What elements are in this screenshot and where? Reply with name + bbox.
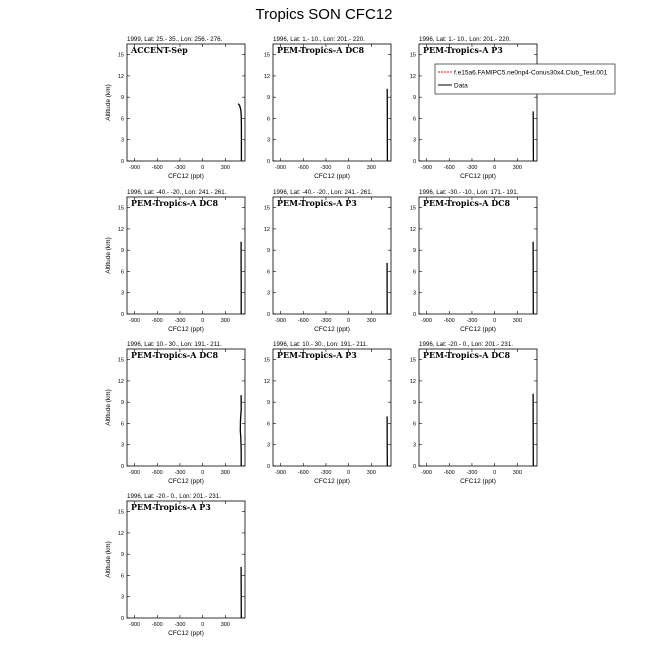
panel-5-xtick-label: 0 (347, 318, 351, 324)
panel-2-header: 1996, Lat: 1.- 10., Lon: 201.- 220. (273, 36, 365, 43)
panel-2-xtick-label: 0 (347, 165, 351, 171)
panel-3-xtick-label: -900 (421, 165, 433, 171)
panel-10-ytick-label: 9 (120, 552, 124, 559)
panel-8-header: 1996, Lat: 10.- 30., Lon: 191.- 211. (273, 341, 368, 348)
panel-10-xtick-label: 300 (220, 622, 230, 628)
panel-8-campaign-label: PEM-Tropics-A P3 (277, 350, 357, 360)
panel-8-ytick-label: 9 (266, 400, 270, 407)
page-title: Tropics SON CFC12 (255, 6, 393, 23)
legend-box (435, 64, 615, 94)
panel-1-header: 1999, Lat: 25.- 35., Lon: 256.- 276. (127, 36, 223, 43)
legend-label-2: Data (454, 82, 468, 90)
panel-4-xtick-label: -900 (129, 318, 141, 324)
panel-6-header: 1996, Lat: -30.- -10., Lon: 171.- 191. (419, 189, 519, 196)
panel-3-ytick-label: 9 (412, 95, 416, 102)
panel-7-frame (127, 349, 245, 466)
panel-2-ytick-label: 0 (266, 159, 270, 165)
panel-4-ytick-label: 15 (117, 205, 124, 212)
panel-10-ylabel: Altitude (km) (105, 541, 112, 578)
panel-5-campaign-label: PEM-Tropics-A P3 (277, 198, 357, 208)
panel-10-header: 1996, Lat: -20.- 0., Lon: 201.- 231. (127, 493, 221, 500)
panel-8-ytick-label: 0 (266, 464, 270, 470)
panel-7-xlabel: CFC12 (ppt) (168, 478, 204, 485)
panel-10-ytick-label: 0 (120, 616, 124, 622)
panel-10-ytick-label: 12 (117, 530, 124, 537)
panel-7-ytick-label: 6 (120, 421, 124, 428)
panel-8-ytick-label: 12 (263, 378, 270, 385)
panel-6-campaign-label: PEM-Tropics-A DC8 (423, 198, 511, 208)
panel-9-xtick-label: -900 (421, 470, 433, 476)
panel-2-xtick-label: -600 (297, 165, 309, 171)
panel-2-xlabel: CFC12 (ppt) (314, 173, 350, 180)
panel-8-xtick-label: -600 (297, 470, 309, 476)
panel-7-xtick-label: -600 (151, 470, 163, 476)
panel-10-xtick-label: -600 (151, 622, 163, 628)
panel-4-ytick-label: 0 (120, 312, 124, 318)
panel-6-ytick-label: 12 (409, 226, 416, 233)
panel-9-ytick-label: 6 (412, 421, 416, 428)
panel-7-series-data (240, 395, 241, 466)
panel-3-frame (419, 44, 537, 161)
panel-4-xtick-label: -600 (151, 318, 163, 324)
legend-label-1: f.e15a6.FAMIPC5.ne0np4-Conus30x4.Club_Test.001 (454, 69, 608, 77)
panel-2-ytick-label: 9 (266, 95, 270, 102)
panel-1-series-data (238, 104, 241, 161)
panel-3-xtick-label: 0 (493, 165, 497, 171)
panel-10-ytick-label: 3 (120, 594, 124, 601)
panel-1-ytick-label: 9 (120, 95, 124, 102)
panel-3-campaign-label: PEM-Tropics-A P3 (423, 45, 503, 55)
panel-3-ytick-label: 15 (409, 52, 416, 59)
panel-7-ytick-label: 0 (120, 464, 124, 470)
panel-9-ytick-label: 0 (412, 464, 416, 470)
panel-3-xlabel: CFC12 (ppt) (460, 173, 496, 180)
panel-2-ytick-label: 12 (263, 73, 270, 80)
panel-1-xtick-label: -600 (151, 165, 163, 171)
panel-9-header: 1996, Lat: -20.- 0., Lon: 201.- 231. (419, 341, 513, 348)
panel-5-ytick-label: 3 (266, 290, 270, 297)
panel-6-frame (419, 197, 537, 314)
panel-3-ytick-label: 12 (409, 73, 416, 80)
panel-5-ytick-label: 12 (263, 226, 270, 233)
panel-1-ytick-label: 6 (120, 116, 124, 123)
panel-6-ytick-label: 3 (412, 290, 416, 297)
panel-8-ytick-label: 6 (266, 421, 270, 428)
panel-8-xtick-label: 0 (347, 470, 351, 476)
panel-9-xtick-label: -600 (443, 470, 455, 476)
panel-5-header: 1996, Lat: -40.- -20., Lon: 241.- 261. (273, 189, 373, 196)
panel-5-ytick-label: 9 (266, 248, 270, 255)
panel-9-xtick-label: 300 (512, 470, 522, 476)
panel-2-ytick-label: 3 (266, 137, 270, 144)
panel-6-xtick-label: -900 (421, 318, 433, 324)
panel-6-xtick-label: -600 (443, 318, 455, 324)
panel-5-xtick-label: -300 (320, 318, 332, 324)
panel-4-xtick-label: 300 (220, 318, 230, 324)
panel-8-xtick-label: 300 (366, 470, 376, 476)
panel-3-xtick-label: -600 (443, 165, 455, 171)
panel-10-xtick-label: 0 (201, 622, 205, 628)
panel-9-xtick-label: 0 (493, 470, 497, 476)
panel-9-ytick-label: 15 (409, 357, 416, 364)
panel-9-xlabel: CFC12 (ppt) (460, 478, 496, 485)
panel-4-header: 1996, Lat: -40.- -20., Lon: 241.- 261. (127, 189, 227, 196)
panel-4-xtick-label: 0 (201, 318, 205, 324)
panel-1-xtick-label: -300 (174, 165, 186, 171)
panel-7-ytick-label: 15 (117, 357, 124, 364)
panel-9-frame (419, 349, 537, 466)
panel-4-ytick-label: 9 (120, 248, 124, 255)
panel-7-ylabel: Altitude (km) (105, 389, 112, 426)
panel-10-ytick-label: 6 (120, 573, 124, 580)
panel-3-xtick-label: 300 (512, 165, 522, 171)
panel-9-ytick-label: 3 (412, 442, 416, 449)
panel-8-ytick-label: 3 (266, 442, 270, 449)
panel-5-ytick-label: 0 (266, 312, 270, 318)
panel-6-ytick-label: 6 (412, 269, 416, 276)
panel-8-xlabel: CFC12 (ppt) (314, 478, 350, 485)
panel-8-frame (273, 349, 391, 466)
panel-3-ytick-label: 3 (412, 137, 416, 144)
panel-3-ytick-label: 0 (412, 159, 416, 165)
panel-3-xtick-label: -300 (466, 165, 478, 171)
panel-6-xtick-label: -300 (466, 318, 478, 324)
panel-2-ytick-label: 15 (263, 52, 270, 59)
panel-7-ytick-label: 12 (117, 378, 124, 385)
panel-4-ytick-label: 3 (120, 290, 124, 297)
panel-3-ytick-label: 6 (412, 116, 416, 123)
panel-5-ytick-label: 6 (266, 269, 270, 276)
panel-7-xtick-label: -300 (174, 470, 186, 476)
panel-1-xlabel: CFC12 (ppt) (168, 173, 204, 180)
panel-1-xtick-label: 0 (201, 165, 205, 171)
panel-10-frame (127, 501, 245, 618)
panel-6-xtick-label: 300 (512, 318, 522, 324)
panel-2-campaign-label: PEM-Tropics-A DC8 (277, 45, 365, 55)
panel-9-ytick-label: 9 (412, 400, 416, 407)
panel-7-ytick-label: 3 (120, 442, 124, 449)
panel-1-xtick-label: 300 (220, 165, 230, 171)
panel-6-xtick-label: 0 (493, 318, 497, 324)
panel-6-ytick-label: 9 (412, 248, 416, 255)
panel-1-ytick-label: 0 (120, 159, 124, 165)
panel-6-ytick-label: 15 (409, 205, 416, 212)
panel-4-ytick-label: 6 (120, 269, 124, 276)
panel-10-campaign-label: PEM-Tropics-A P3 (131, 502, 211, 512)
panel-2-xtick-label: 300 (366, 165, 376, 171)
panel-6-ytick-label: 0 (412, 312, 416, 318)
panel-10-ytick-label: 15 (117, 509, 124, 516)
panel-5-frame (273, 197, 391, 314)
panel-1-ylabel: Altitude (km) (105, 84, 112, 121)
panel-5-xtick-label: -600 (297, 318, 309, 324)
panel-4-frame (127, 197, 245, 314)
panel-1-ytick-label: 3 (120, 137, 124, 144)
panel-1-xtick-label: -900 (129, 165, 141, 171)
panel-8-ytick-label: 15 (263, 357, 270, 364)
panel-4-xlabel: CFC12 (ppt) (168, 326, 204, 333)
panel-5-xlabel: CFC12 (ppt) (314, 326, 350, 333)
panel-4-ytick-label: 12 (117, 226, 124, 233)
panel-2-ytick-label: 6 (266, 116, 270, 123)
panel-6-xlabel: CFC12 (ppt) (460, 326, 496, 333)
panel-2-xtick-label: -900 (275, 165, 287, 171)
panel-1-campaign-label: ACCENT-Sep (131, 45, 188, 55)
panel-9-xtick-label: -300 (466, 470, 478, 476)
panel-5-xtick-label: -900 (275, 318, 287, 324)
panel-7-campaign-label: PEM-Tropics-A DC8 (131, 350, 219, 360)
panel-4-ylabel: Altitude (km) (105, 237, 112, 274)
panel-7-ytick-label: 9 (120, 400, 124, 407)
panel-5-xtick-label: 300 (366, 318, 376, 324)
panel-4-campaign-label: PEM-Tropics-A DC8 (131, 198, 219, 208)
panel-1-ytick-label: 12 (117, 73, 124, 80)
panel-1-ytick-label: 15 (117, 52, 124, 59)
panel-3-header: 1996, Lat: 1.- 10., Lon: 201.- 220. (419, 36, 511, 43)
panel-5-ytick-label: 15 (263, 205, 270, 212)
panel-2-frame (273, 44, 391, 161)
panel-7-xtick-label: 300 (220, 470, 230, 476)
panel-9-campaign-label: PEM-Tropics-A DC8 (423, 350, 511, 360)
panel-8-xtick-label: -300 (320, 470, 332, 476)
panel-7-header: 1996, Lat: 10.- 30., Lon: 191.- 211. (127, 341, 222, 348)
panel-9-ytick-label: 12 (409, 378, 416, 385)
panel-7-xtick-label: 0 (201, 470, 205, 476)
panel-8-xtick-label: -900 (275, 470, 287, 476)
panel-10-xtick-label: -300 (174, 622, 186, 628)
panel-10-xtick-label: -900 (129, 622, 141, 628)
panel-10-xlabel: CFC12 (ppt) (168, 630, 204, 637)
panel-7-xtick-label: -900 (129, 470, 141, 476)
panel-2-xtick-label: -300 (320, 165, 332, 171)
panel-4-xtick-label: -300 (174, 318, 186, 324)
panel-1-frame (127, 44, 245, 161)
